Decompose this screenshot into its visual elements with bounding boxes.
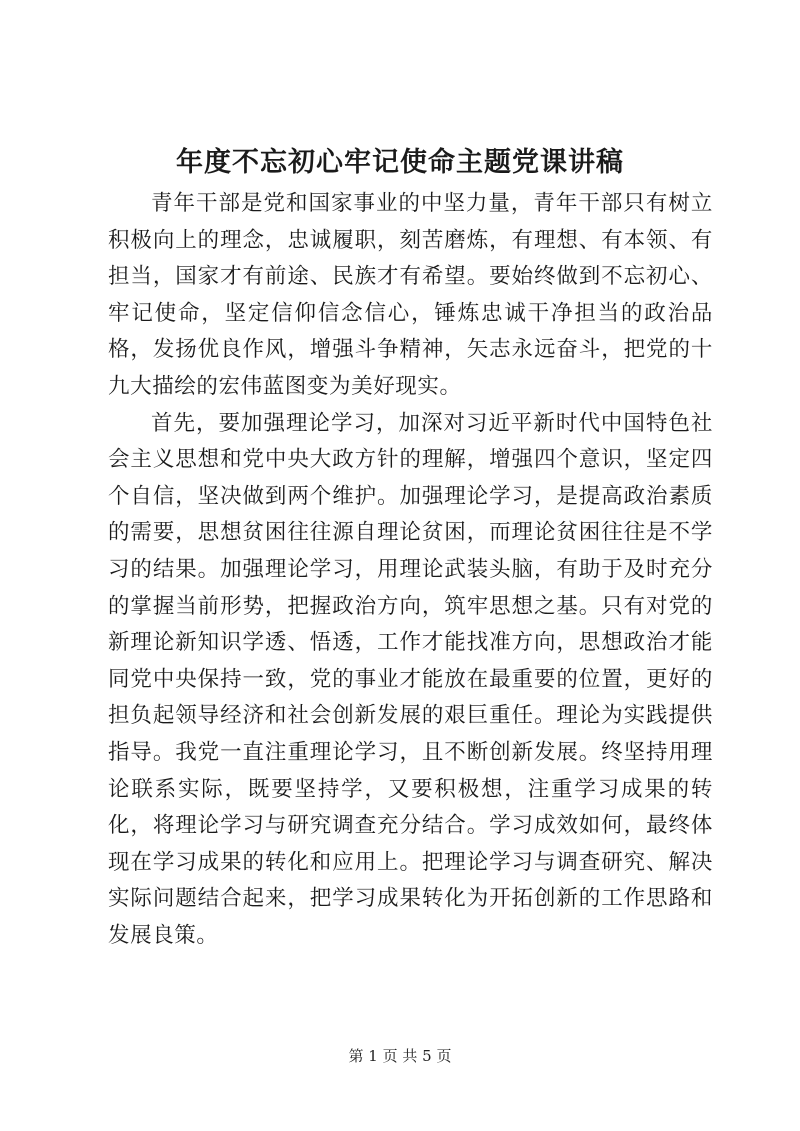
paragraph-1: 青年干部是党和国家事业的中坚力量，青年干部只有树立积极向上的理念，忠诚履职，刻苦磨炼，有理想、有本领、有担当，国家才有前途、民族才有希望。要始终做到不忘初心、牢记使命，坚定信仰信念信心，锤炼忠诚干净担当的政治品格，发扬优良作风，增强斗争精神，矢志永远奋斗，把党的十九大描绘的宏伟蓝图变为美好现实。	[108, 191, 713, 399]
document-title: 年度不忘初心牢记使命主题党课讲稿	[176, 147, 624, 178]
document-body	[108, 186, 713, 954]
page-number-footer: 第 1 页 共 5 页	[348, 1047, 452, 1065]
paragraph-2: 首先，要加强理论学习，加深对习近平新时代中国特色社会主义思想和党中央大政方针的理解，增强四个意识，坚定四个自信，坚决做到两个维护。加强理论学习，是提高政治素质的需要，思想贫困往往源自理论贫困，而理论贫困往往是不学习的结果。加强理论学习，用理论武装头脑，有助于及时充分的掌握当前形势，把握政治方向，筑牢思想之基。只有对党的新理论新知识学透、悟透，工作才能找准方向，思想政治才能同党中央保持一致，党的事业才能放在最重要的位置，更好的担负起领导经济和社会创新发展的艰巨重任。理论为实践提供指导。我党一直注重理论学习，且不断创新发展。终坚持用理论联系实际，既要坚持学，又要积极想，注重学习成果的转化，将理论学习与研究调查充分结合。学习成效如何，最终体现在学习成果的转化和应用上。把理论学习与调查研究、解决实际问题结合起来，把学习成果转化为开拓创新的工作思路和发展良策。	[108, 410, 713, 948]
